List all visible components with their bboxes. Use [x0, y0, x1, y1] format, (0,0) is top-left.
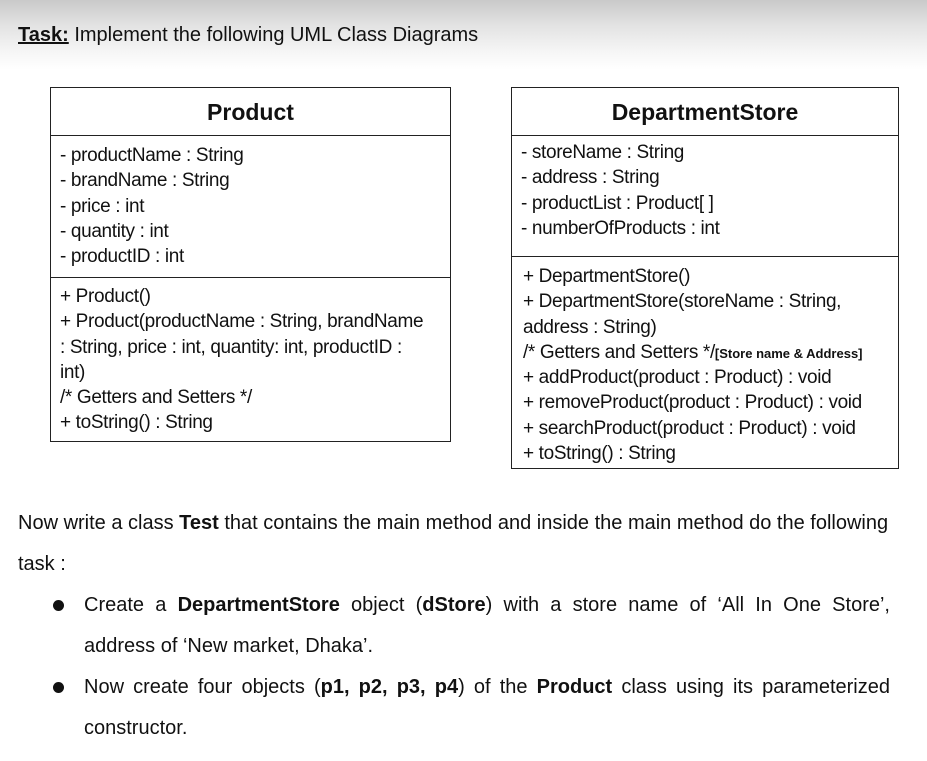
bullet-bold: dStore — [422, 594, 486, 616]
bullet-dot-icon — [53, 600, 64, 611]
method-line: : String, price : int, quantity: int, productID : — [60, 336, 402, 358]
getters-note: [Store name & Address] — [714, 345, 863, 361]
product-methods — [51, 278, 450, 436]
method-line: + DepartmentStore() — [523, 266, 691, 287]
bullet-text: Now create four objects ( — [84, 676, 321, 698]
method-line: + Product() — [60, 286, 151, 307]
attribute-line: - storeName : String — [521, 142, 684, 163]
instruction-text: Now write a class — [18, 512, 180, 534]
department-store-class-diagram — [511, 87, 899, 469]
method-line: + addProduct(product : Product) : void — [523, 367, 832, 389]
instruction-paragraph — [18, 503, 890, 585]
method-line: + removeProduct(product : Product) : void — [523, 392, 862, 414]
attribute-line: - numberOfProducts : int — [521, 217, 720, 239]
bullet-bold: Product — [536, 676, 613, 698]
product-attributes — [51, 136, 450, 278]
method-line: + searchProduct(product : Product) : void — [523, 417, 856, 439]
bullet-bold: DepartmentStore — [177, 594, 340, 616]
bullet-text: Create a — [84, 594, 178, 616]
task-heading — [18, 23, 478, 47]
bullet-dot-icon — [53, 682, 64, 693]
task-label: Task: — [18, 24, 69, 46]
attribute-line: - quantity : int — [60, 220, 169, 242]
method-line-getters — [523, 340, 894, 365]
attribute-line: - address : String — [521, 167, 660, 189]
bullet-text: class using its parameterized constructor. — [84, 676, 890, 739]
attribute-line: - price : int — [60, 195, 145, 217]
task-text: Implement the following UML Class Diagrams — [74, 24, 479, 46]
method-line: + toString() : String — [523, 443, 676, 465]
bullet-bold: p1, p2, p3, p4 — [320, 676, 459, 698]
bullet-text: object ( — [339, 594, 423, 616]
attribute-line: - productList : Product[ ] — [521, 192, 714, 214]
attribute-line: - productName : String — [60, 145, 244, 166]
instruction-class-name: Test — [179, 512, 219, 534]
class-name-product: Product — [51, 88, 450, 136]
method-line: /* Getters and Setters */ — [60, 387, 252, 409]
method-line: + DepartmentStore(storeName : String, — [523, 291, 842, 313]
class-name-department-store: DepartmentStore — [512, 88, 898, 136]
bullet-text: ) with a store name of ‘All In One Store’, address of ‘New market, Dhaka’. — [84, 594, 890, 657]
attribute-line: - productID : int — [60, 246, 184, 268]
attribute-line: - brandName : String — [60, 170, 230, 192]
getters-setters-comment: /* Getters and Setters */ — [523, 341, 715, 363]
store-methods — [512, 257, 898, 466]
instruction-text: that contains the main method and inside the main method do the following task : — [18, 512, 889, 575]
method-line: int) — [60, 361, 85, 383]
bullet-item — [50, 667, 890, 749]
method-line: address : String) — [523, 316, 657, 338]
bullet-item — [50, 585, 890, 667]
method-line: + toString() : String — [60, 412, 213, 434]
store-attributes — [512, 136, 898, 257]
product-class-diagram — [50, 87, 451, 442]
method-line: + Product(productName : String, brandName — [60, 311, 424, 333]
bullet-text: ) of the — [458, 676, 537, 698]
task-bullet-list — [50, 585, 890, 749]
